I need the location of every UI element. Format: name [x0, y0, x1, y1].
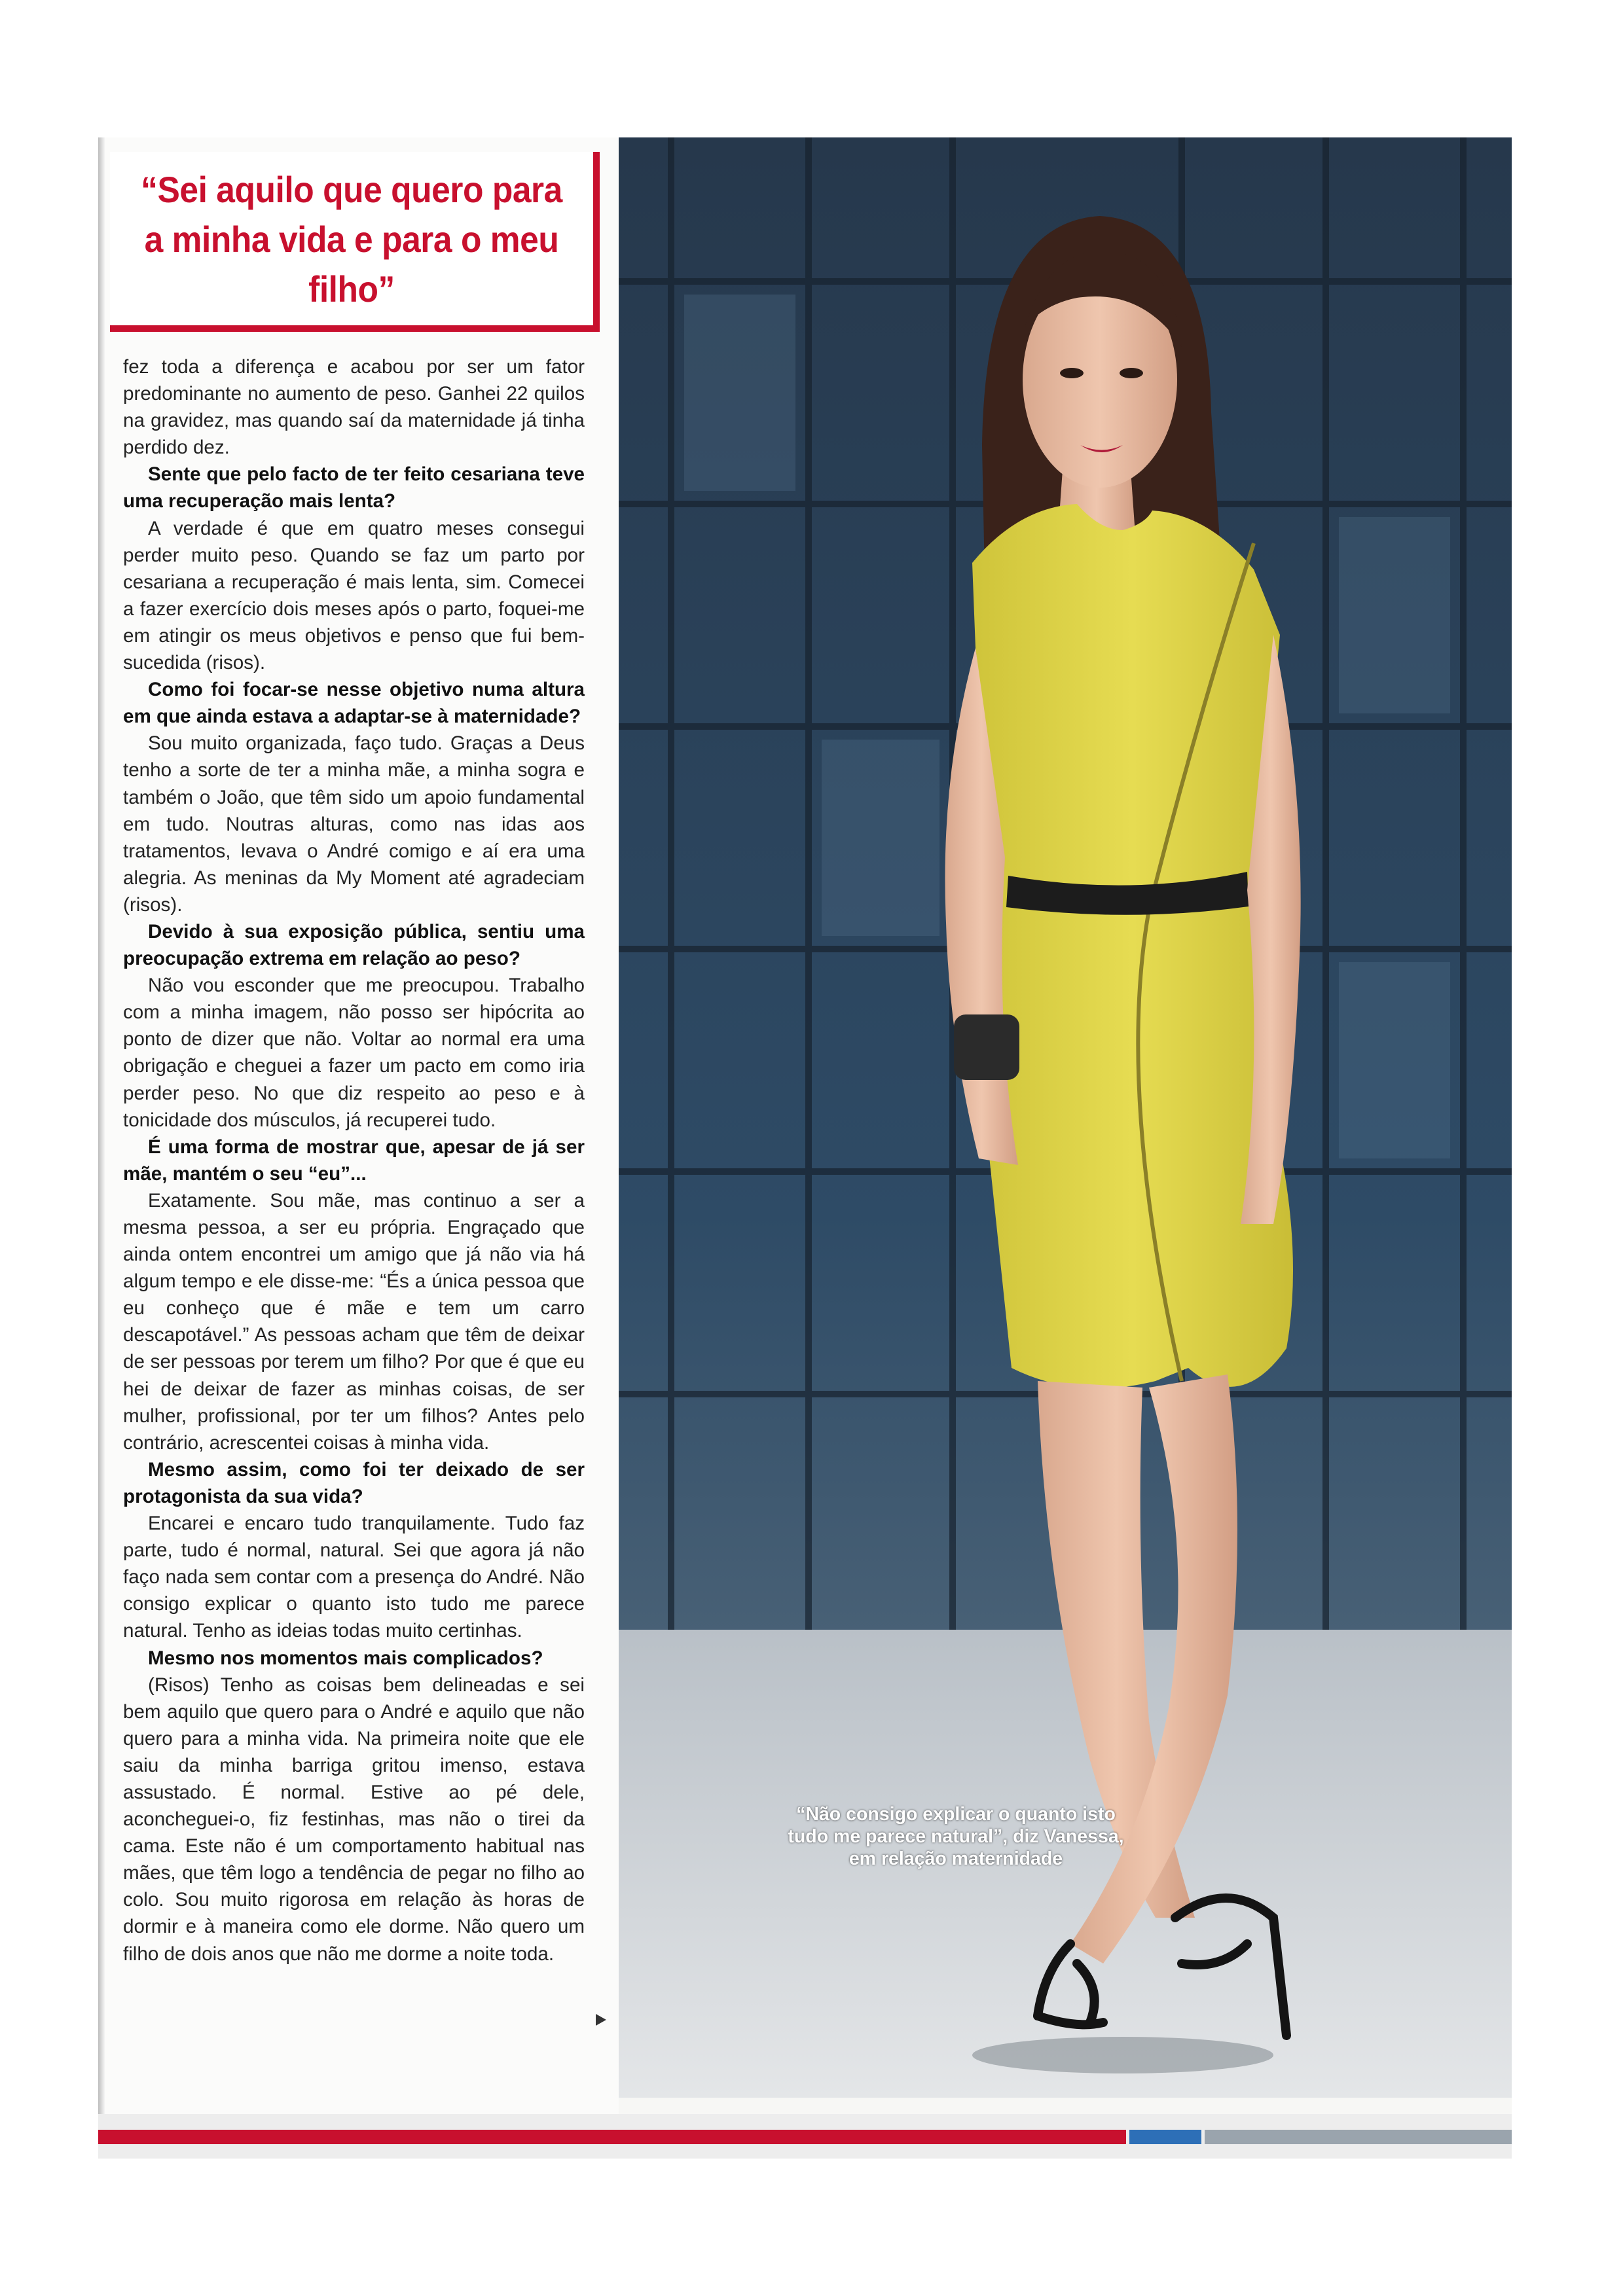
- continue-arrow-icon: [596, 2014, 606, 2026]
- interview-answer: (Risos) Tenho as coisas bem delineadas e sei bem aquilo que quero para o André e aquilo que não quero para a minha vida. Na primeira noite que ele saiu da minha barriga gritou imenso, estava assustado. É normal. Estive ao pé dele, aconcheguei-o, fiz festinhas, mas não o tirei da cama. Este não é um comportamento habitual nas mães, que têm logo a tendência de pegar no filho ao colo. Sou muito rigorosa em relação às horas de dormir e à maneira como ele dorme. Não quero um filho de dois anos que não me dorme a noite toda.: [123, 1674, 585, 1965]
- interview-answer: Sou muito organizada, faço tudo. Graças a Deus tenho a sorte de ter a minha mãe, a minha sogra e também o João, que têm sido um apoio fundamental em tudo. Noutras alturas, como nas idas aos tratamentos, levava o André comigo e aí era uma alegria. As meninas da My Moment até agradeciam (risos).: [123, 732, 585, 916]
- interview-answer: Exatamente. Sou mãe, mas continuo a ser a mesma pessoa, a ser eu própria. Engraçado que ainda ontem encontrei um amigo que já não via há algum tempo e ele disse-me: “És a única pessoa que eu conheço que é mãe e tem um carro descapotável.” As pessoas acham que têm de deixar de ser pessoas por terem um filho? Por que é que eu hei de deixar de fazer as minhas coisas, de ser mulher, profissional, por ter um filhos? Antes pelo contrário, acrescentei coisas à minha vida.: [123, 1189, 585, 1454]
- interview-answer: Encarei e encaro tudo tranquilamente. Tudo faz parte, tudo é normal, natural. Sei que agora já não faço nada sem contar com a presença do André. Não consigo explicar o quanto isto tudo me parece natural. Tenho as ideias todas muito certinhas.: [123, 1513, 585, 1642]
- interview-question: Sente que pelo facto de ter feito cesariana teve uma recuperação mais lenta?: [123, 463, 585, 512]
- interview-question: Mesmo nos momentos mais complicados?: [148, 1647, 543, 1669]
- interview-answer: fez toda a diferença e acabou por ser um fator predominante no aumento de peso. Ganhei 22 quilos na gravidez, mas quando saí da maternidade já tinha perdido dez.: [123, 356, 585, 459]
- interview-answer: A verdade é que em quatro meses consegui perder muito peso. Quando se faz um parto por cesariana a recuperação é mais lenta, sim. Comecei a fazer exercício dois meses após o parto, foquei-me em atingir os meus objetivos e penso que fui bem-sucedida (risos).: [123, 517, 585, 674]
- magazine-page: [98, 137, 1512, 2159]
- photo-caption: “Não consigo explicar o quanto isto tudo me parece natural”, diz Vanessa, em relação maternidade: [788, 1804, 1124, 1869]
- headline: “Sei aquilo que quero para a minha vida e para o meu filho”: [141, 169, 562, 310]
- interview-question: Devido à sua exposição pública, sentiu uma preocupação extrema em relação ao peso?: [123, 920, 585, 970]
- interview-question: Como foi focar-se nesse objetivo numa altura em que ainda estava a adaptar-se à maternidade?: [123, 679, 585, 728]
- interview-body: [123, 353, 585, 1967]
- footer-blue-stripe: [1129, 2130, 1201, 2144]
- footer-red-stripe: [98, 2130, 1126, 2144]
- headline-box: [110, 152, 600, 332]
- interview-question: Mesmo assim, como foi ter deixado de ser protagonista da sua vida?: [123, 1458, 585, 1507]
- footer-grey-stripe: [1205, 2130, 1512, 2144]
- interview-question: É uma forma de mostrar que, apesar de já ser mãe, mantém o seu “eu”...: [123, 1136, 585, 1185]
- interview-answer: Não vou esconder que me preocupou. Trabalho com a minha imagem, não posso ser hipócrita ao ponto de dizer que não. Voltar ao normal era uma obrigação e cheguei a fazer um pacto em como iria perder peso. No que diz respeito ao peso e à tonicidade dos músculos, já recuperei tudo.: [123, 975, 585, 1131]
- text-column: [98, 137, 619, 2159]
